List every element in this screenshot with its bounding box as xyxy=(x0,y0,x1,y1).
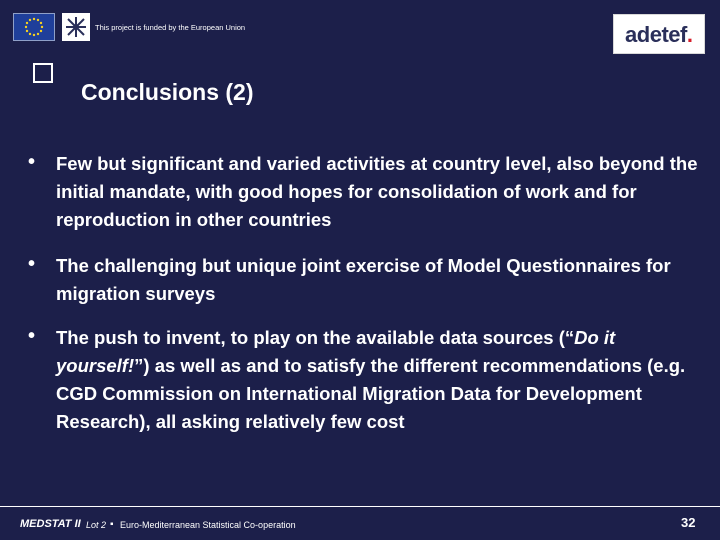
adetef-prefix: ad xyxy=(625,22,650,47)
square-outline-icon xyxy=(33,63,53,83)
bullet-list xyxy=(28,150,698,436)
bullet-item xyxy=(28,324,698,436)
adetef-logo xyxy=(613,14,705,54)
footer-brand: MEDSTAT II xyxy=(20,518,81,530)
adetef-suffix: tef xyxy=(661,22,687,47)
bullet-icon: • xyxy=(28,151,36,173)
bullet-icon: • xyxy=(28,253,36,275)
footer-description: Euro-Mediterranean Statistical Co-operation xyxy=(120,520,296,530)
bullet-text-emphasis: Do it yourself! xyxy=(56,327,616,376)
medstat-logo-icon xyxy=(62,13,90,41)
footer-separator: ▪ xyxy=(110,519,114,530)
adetef-period: . xyxy=(686,22,693,47)
bullet-item xyxy=(28,252,698,308)
page-number: 32 xyxy=(681,515,696,530)
bullet-item xyxy=(28,150,698,234)
footer-lot: Lot 2 xyxy=(86,520,107,530)
adetef-e: e xyxy=(649,22,662,47)
bullet-text: The challenging but unique joint exercise of Model Questionnaires for migration surveys xyxy=(56,255,671,304)
bullet-text: Few but significant and varied activities at country level, also beyond the initial mandate, with good hopes for consolidation of work and for reproduction in other countries xyxy=(56,153,698,230)
funded-by-eu-text: This project is funded by the European Union xyxy=(95,23,246,32)
bullet-text-post: ”) as well as and to satisfy the different recommendations (e.g. CGD Commission on International Migration Data for Development Research), all asking relatively few cost xyxy=(56,355,686,432)
slide-title: Conclusions (2) xyxy=(81,79,254,105)
adetef-wordmark xyxy=(625,22,692,48)
eu-flag-icon xyxy=(13,13,55,41)
bullet-icon: • xyxy=(28,325,36,347)
bullet-text xyxy=(56,327,685,432)
bullet-text-pre: The push to invent, to play on the available data sources (“ xyxy=(56,327,575,348)
footer-divider xyxy=(0,506,720,507)
